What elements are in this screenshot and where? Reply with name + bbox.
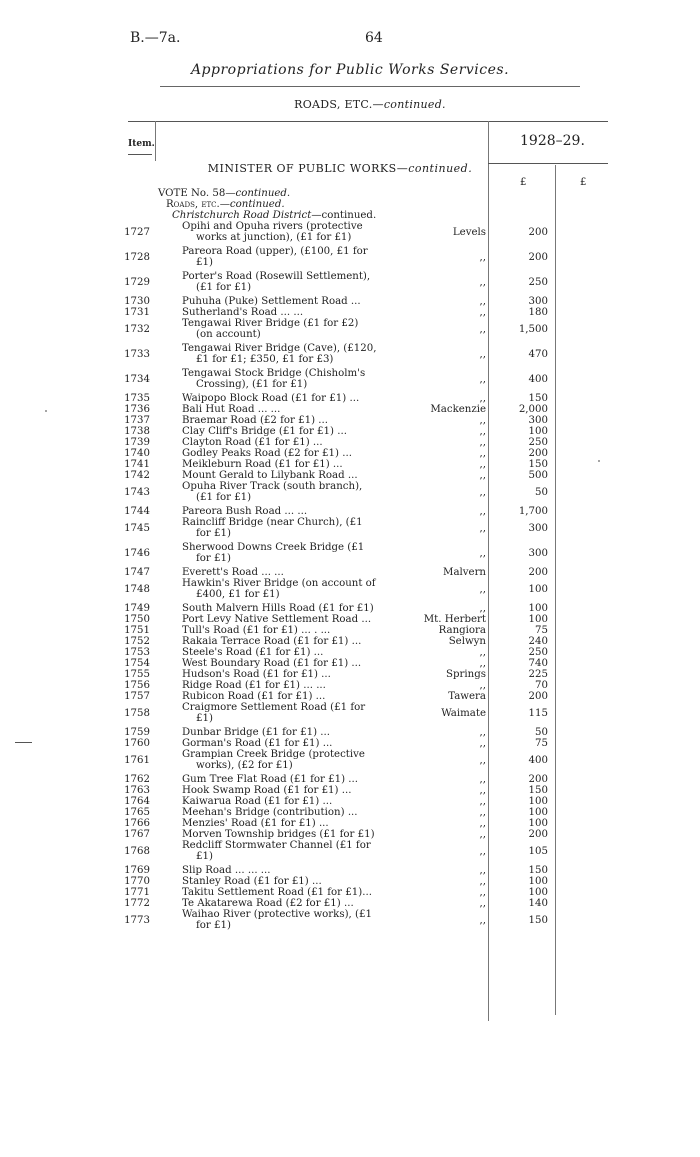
item-description bbox=[182, 246, 397, 268]
item-description-line: Rakaia Terrace Road (£1 for £1) ... bbox=[182, 636, 362, 647]
item-number: 1751 bbox=[124, 625, 150, 636]
amount: 225 bbox=[528, 669, 548, 680]
district-name: ,, bbox=[479, 876, 486, 887]
item-number: 1750 bbox=[124, 614, 150, 625]
item-description bbox=[182, 470, 397, 481]
item-description-line: Tengawai River Bridge (£1 for £2) bbox=[182, 318, 359, 329]
item-number: 1729 bbox=[124, 277, 150, 288]
item-description-continuation: £1) bbox=[196, 851, 213, 862]
item-number: 1727 bbox=[124, 227, 150, 238]
item-description-line: Ridge Road (£1 for £1) ... ... bbox=[182, 680, 326, 691]
amount: 250 bbox=[528, 437, 548, 448]
item-description-line: South Malvern Hills Road (£1 for £1) bbox=[182, 603, 374, 614]
amount: 2,000 bbox=[518, 404, 548, 415]
amount: 150 bbox=[528, 393, 548, 404]
district-name: ,, bbox=[479, 548, 486, 559]
item-description-line: Everett's Road ... ... bbox=[182, 567, 284, 578]
amount: 740 bbox=[528, 658, 548, 669]
amount: 300 bbox=[528, 548, 548, 559]
item-number: 1739 bbox=[124, 437, 150, 448]
item-number: 1757 bbox=[124, 691, 150, 702]
table-top-rule bbox=[128, 121, 608, 122]
item-number: 1744 bbox=[124, 506, 150, 517]
district-name: ,, bbox=[479, 647, 486, 658]
amount: 200 bbox=[528, 252, 548, 263]
district-name: ,, bbox=[479, 415, 486, 426]
item-description-line: Clayton Road (£1 for £1) ... bbox=[182, 437, 323, 448]
amount: 150 bbox=[528, 459, 548, 470]
district-label: Christchurch Road District bbox=[172, 210, 312, 221]
item-number: 1743 bbox=[124, 487, 150, 498]
item-description-line: Hawkin's River Bridge (on account of bbox=[182, 578, 376, 589]
item-description-line: Hudson's Road (£1 for £1) ... bbox=[182, 669, 331, 680]
item-number: 1733 bbox=[124, 349, 150, 360]
amount: 50 bbox=[535, 487, 548, 498]
item-number: 1761 bbox=[124, 755, 150, 766]
item-description bbox=[182, 221, 397, 243]
district-name: Springs bbox=[446, 669, 486, 680]
amount: 100 bbox=[528, 876, 548, 887]
district-name: ,, bbox=[479, 785, 486, 796]
item-description-line: Pareora Bush Road ... ... bbox=[182, 506, 308, 517]
item-description-line: Clay Cliff's Bridge (£1 for £1) ... bbox=[182, 426, 347, 437]
item-description-line: Braemar Road (£2 for £1) ... bbox=[182, 415, 329, 426]
district-name: ,, bbox=[479, 487, 486, 498]
amount: 100 bbox=[528, 584, 548, 595]
item-description-continuation: for £1) bbox=[196, 528, 231, 539]
item-number: 1737 bbox=[124, 415, 150, 426]
item-description bbox=[182, 404, 397, 415]
column-rule-amounts bbox=[488, 121, 489, 1021]
year-column-header: 1928–29. bbox=[520, 133, 585, 149]
amount: 300 bbox=[528, 296, 548, 307]
item-description-line: Opihi and Opuha rivers (protective bbox=[182, 221, 363, 232]
item-description-line: Gorman's Road (£1 for £1) ... bbox=[182, 738, 333, 749]
item-description bbox=[182, 865, 397, 876]
district-name: ,, bbox=[479, 296, 486, 307]
amount: 150 bbox=[528, 785, 548, 796]
item-number: 1759 bbox=[124, 727, 150, 738]
minister-heading bbox=[0, 162, 680, 175]
district-name: Tawera bbox=[448, 691, 486, 702]
item-number: 1769 bbox=[124, 865, 150, 876]
item-description-continuation: £1) bbox=[196, 257, 213, 268]
item-number: 1765 bbox=[124, 807, 150, 818]
amount: 470 bbox=[528, 349, 548, 360]
item-description bbox=[182, 796, 397, 807]
item-description bbox=[182, 625, 397, 636]
amount: 100 bbox=[528, 818, 548, 829]
item-number: 1766 bbox=[124, 818, 150, 829]
district-name: ,, bbox=[479, 459, 486, 470]
district-name: ,, bbox=[479, 277, 486, 288]
item-description-line: Sherwood Downs Creek Bridge (£1 bbox=[182, 542, 365, 553]
amount: 1,700 bbox=[518, 506, 548, 517]
district-name: ,, bbox=[479, 846, 486, 857]
item-description-continuation: for £1) bbox=[196, 920, 231, 931]
item-description bbox=[182, 898, 397, 909]
item-description-line: Raincliff Bridge (near Church), (£1 bbox=[182, 517, 363, 528]
item-number: 1740 bbox=[124, 448, 150, 459]
item-description bbox=[182, 669, 397, 680]
amount: 250 bbox=[528, 277, 548, 288]
district-name: Malvern bbox=[443, 567, 486, 578]
item-number: 1748 bbox=[124, 584, 150, 595]
district-name: ,, bbox=[479, 727, 486, 738]
item-description bbox=[182, 818, 397, 829]
amount: 100 bbox=[528, 614, 548, 625]
item-description-line: West Boundary Road (£1 for £1) ... bbox=[182, 658, 362, 669]
item-description bbox=[182, 517, 397, 539]
item-description-continuation: for £1) bbox=[196, 553, 231, 564]
district-name: ,, bbox=[479, 898, 486, 909]
amount: 200 bbox=[528, 691, 548, 702]
item-number: 1771 bbox=[124, 887, 150, 898]
district-name: Selwyn bbox=[448, 636, 486, 647]
amount: 100 bbox=[528, 796, 548, 807]
item-description bbox=[182, 829, 397, 840]
item-number: 1767 bbox=[124, 829, 150, 840]
district-name: ,, bbox=[479, 506, 486, 517]
item-description bbox=[182, 448, 397, 459]
margin-speck bbox=[598, 460, 600, 462]
item-number: 1755 bbox=[124, 669, 150, 680]
item-description bbox=[182, 368, 397, 390]
item-description bbox=[182, 702, 397, 724]
amount: 100 bbox=[528, 887, 548, 898]
item-number: 1735 bbox=[124, 393, 150, 404]
item-description bbox=[182, 307, 397, 318]
item-description-line: Dunbar Bridge (£1 for £1) ... bbox=[182, 727, 330, 738]
district-name: Rangiora bbox=[438, 625, 486, 636]
district-name: ,, bbox=[479, 829, 486, 840]
item-description-continuation: works), (£2 for £1) bbox=[196, 760, 293, 771]
item-number: 1734 bbox=[124, 374, 150, 385]
amount: 115 bbox=[528, 708, 548, 719]
amount: 75 bbox=[535, 738, 548, 749]
item-number: 1741 bbox=[124, 459, 150, 470]
amount: 100 bbox=[528, 603, 548, 614]
item-number: 1762 bbox=[124, 774, 150, 785]
item-description bbox=[182, 318, 397, 340]
district-name: ,, bbox=[479, 437, 486, 448]
item-description-continuation: (£1 for £1) bbox=[196, 282, 252, 293]
item-description bbox=[182, 578, 397, 600]
item-description-line: Te Akatarewa Road (£2 for £1) ... bbox=[182, 898, 354, 909]
item-description bbox=[182, 658, 397, 669]
item-description bbox=[182, 807, 397, 818]
item-description-line: Meikleburn Road (£1 for £1) ... bbox=[182, 459, 343, 470]
district-name: ,, bbox=[479, 807, 486, 818]
amount: 400 bbox=[528, 374, 548, 385]
item-description bbox=[182, 887, 397, 898]
item-description-continuation: £1 for £1; £350, £1 for £3) bbox=[196, 354, 334, 365]
item-description-continuation: Crossing), (£1 for £1) bbox=[196, 379, 308, 390]
margin-mark bbox=[15, 742, 32, 743]
item-description-line: Morven Township bridges (£1 for £1) bbox=[182, 829, 375, 840]
district-name: ,, bbox=[479, 393, 486, 404]
item-header-rule bbox=[128, 154, 152, 155]
item-description-continuation: £400, £1 for £1) bbox=[196, 589, 280, 600]
minister-name: MINISTER OF PUBLIC WORKS bbox=[207, 162, 397, 175]
item-description-continuation: (£1 for £1) bbox=[196, 492, 252, 503]
item-description bbox=[182, 459, 397, 470]
item-description bbox=[182, 691, 397, 702]
margin-speck bbox=[45, 410, 47, 412]
section-heading bbox=[0, 98, 700, 111]
item-description-line: Meehan's Bridge (contribution) ... bbox=[182, 807, 358, 818]
title-rule bbox=[160, 86, 580, 87]
amount: 1,500 bbox=[518, 324, 548, 335]
district-name: ,, bbox=[479, 865, 486, 876]
item-description bbox=[182, 774, 397, 785]
district-name: ,, bbox=[479, 603, 486, 614]
amount: 200 bbox=[528, 567, 548, 578]
vote-continued: —continued. bbox=[225, 188, 291, 199]
item-number: 1730 bbox=[124, 296, 150, 307]
item-description-line: Port Levy Native Settlement Road ... bbox=[182, 614, 372, 625]
amount: 105 bbox=[528, 846, 548, 857]
district-name: ,, bbox=[479, 738, 486, 749]
item-description-line: Redcliff Stormwater Channel (£1 for bbox=[182, 840, 371, 851]
item-description bbox=[182, 727, 397, 738]
district-name: ,, bbox=[479, 349, 486, 360]
item-description-line: Bali Hut Road ... ... bbox=[182, 404, 281, 415]
item-description-line: Craigmore Settlement Road (£1 for bbox=[182, 702, 366, 713]
item-description bbox=[182, 840, 397, 862]
item-description bbox=[182, 481, 397, 503]
roads-continued: —continued. bbox=[219, 199, 285, 210]
item-number: 1756 bbox=[124, 680, 150, 691]
amount: 300 bbox=[528, 415, 548, 426]
item-description bbox=[182, 567, 397, 578]
district-name: ,, bbox=[479, 426, 486, 437]
item-description bbox=[182, 785, 397, 796]
amount: 70 bbox=[535, 680, 548, 691]
amount: 200 bbox=[528, 774, 548, 785]
item-description-line: Tull's Road (£1 for £1) ... . ... bbox=[182, 625, 331, 636]
item-description-line: Stanley Road (£1 for £1) ... bbox=[182, 876, 322, 887]
vote-label: VOTE No. 58 bbox=[158, 188, 226, 199]
item-description-line: Gum Tree Flat Road (£1 for £1) ... bbox=[182, 774, 359, 785]
item-number: 1768 bbox=[124, 846, 150, 857]
page-number: 64 bbox=[365, 30, 383, 46]
item-description-line: Sutherland's Road ... ... bbox=[182, 307, 304, 318]
item-number: 1732 bbox=[124, 324, 150, 335]
item-number: 1758 bbox=[124, 708, 150, 719]
column-rule-item bbox=[155, 121, 156, 161]
section-continued: —continued. bbox=[372, 98, 446, 111]
roads-heading bbox=[166, 199, 285, 210]
item-description-line: Grampian Creek Bridge (protective bbox=[182, 749, 365, 760]
item-number: 1754 bbox=[124, 658, 150, 669]
item-column-header: Item. bbox=[128, 139, 155, 149]
item-description bbox=[182, 415, 397, 426]
amount: 150 bbox=[528, 865, 548, 876]
district-name: ,, bbox=[479, 680, 486, 691]
amount: 100 bbox=[528, 807, 548, 818]
item-number: 1731 bbox=[124, 307, 150, 318]
district-name: ,, bbox=[479, 755, 486, 766]
item-number: 1747 bbox=[124, 567, 150, 578]
item-description bbox=[182, 749, 397, 771]
amount: 200 bbox=[528, 227, 548, 238]
item-description-line: Takitu Settlement Road (£1 for £1)... bbox=[182, 887, 372, 898]
column-rule-amounts-inner bbox=[555, 165, 556, 1015]
item-description-line: Mount Gerald to Lilybank Road ... bbox=[182, 470, 358, 481]
item-description bbox=[182, 876, 397, 887]
district-name: ,, bbox=[479, 584, 486, 595]
item-number: 1772 bbox=[124, 898, 150, 909]
item-description-line: Rubicon Road (£1 for £1) ... bbox=[182, 691, 326, 702]
item-description bbox=[182, 647, 397, 658]
item-number: 1753 bbox=[124, 647, 150, 658]
district-name: ,, bbox=[479, 915, 486, 926]
item-description-line: Menzies' Road (£1 for £1) ... bbox=[182, 818, 329, 829]
item-description-line: Opuha River Track (south branch), bbox=[182, 481, 363, 492]
amount: 150 bbox=[528, 915, 548, 926]
item-description-line: Waihao River (protective works), (£1 bbox=[182, 909, 372, 920]
item-number: 1752 bbox=[124, 636, 150, 647]
district-name: Waimate bbox=[441, 708, 486, 719]
item-description bbox=[182, 680, 397, 691]
item-description-line: Puhuha (Puke) Settlement Road ... bbox=[182, 296, 361, 307]
district-name: Mt. Herbert bbox=[423, 614, 486, 625]
item-description-line: Kaiwarua Road (£1 for £1) ... bbox=[182, 796, 333, 807]
item-description-line: Godley Peaks Road (£2 for £1) ... bbox=[182, 448, 352, 459]
district-heading bbox=[172, 210, 376, 221]
amount: 400 bbox=[528, 755, 548, 766]
minister-continued: —continued. bbox=[396, 162, 473, 175]
district-continued: —continued. bbox=[311, 210, 377, 221]
amount: 200 bbox=[528, 448, 548, 459]
item-description-line: Pareora Road (upper), (£100, £1 for bbox=[182, 246, 368, 257]
item-description-continuation: works at junction), (£1 for £1) bbox=[196, 232, 352, 243]
item-description bbox=[182, 393, 397, 404]
item-description bbox=[182, 614, 397, 625]
item-description-line: Steele's Road (£1 for £1) ... bbox=[182, 647, 324, 658]
district-name: Mackenzie bbox=[430, 404, 486, 415]
district-name: ,, bbox=[479, 796, 486, 807]
item-description bbox=[182, 437, 397, 448]
item-number: 1764 bbox=[124, 796, 150, 807]
amount: 300 bbox=[528, 523, 548, 534]
vote-heading bbox=[158, 188, 290, 199]
district-name: ,, bbox=[479, 374, 486, 385]
amount: 500 bbox=[528, 470, 548, 481]
item-description bbox=[182, 909, 397, 931]
item-description bbox=[182, 271, 397, 293]
amount: 75 bbox=[535, 625, 548, 636]
item-number: 1760 bbox=[124, 738, 150, 749]
district-name: ,, bbox=[479, 887, 486, 898]
item-number: 1770 bbox=[124, 876, 150, 887]
district-name: ,, bbox=[479, 307, 486, 318]
item-number: 1728 bbox=[124, 252, 150, 263]
amount: 180 bbox=[528, 307, 548, 318]
item-number: 1736 bbox=[124, 404, 150, 415]
district-name: ,, bbox=[479, 658, 486, 669]
district-name: Levels bbox=[452, 227, 486, 238]
item-description bbox=[182, 542, 397, 564]
pound-symbol-2: £ bbox=[580, 177, 587, 188]
item-number: 1746 bbox=[124, 548, 150, 559]
section-label: ROADS, ETC. bbox=[294, 98, 373, 111]
item-number: 1749 bbox=[124, 603, 150, 614]
item-description bbox=[182, 506, 397, 517]
item-description bbox=[182, 296, 397, 307]
item-description bbox=[182, 343, 397, 365]
item-description-line: Hook Swamp Road (£1 for £1) ... bbox=[182, 785, 352, 796]
item-number: 1738 bbox=[124, 426, 150, 437]
district-name: ,, bbox=[479, 470, 486, 481]
roads-label: Roads, etc. bbox=[166, 199, 220, 210]
item-description bbox=[182, 738, 397, 749]
item-number: 1742 bbox=[124, 470, 150, 481]
item-description-continuation: £1) bbox=[196, 713, 213, 724]
item-description bbox=[182, 426, 397, 437]
district-name: ,, bbox=[479, 523, 486, 534]
item-description-line: Slip Road ... ... ... bbox=[182, 865, 271, 876]
district-name: ,, bbox=[479, 774, 486, 785]
item-number: 1773 bbox=[124, 915, 150, 926]
item-description-line: Waipopo Block Road (£1 for £1) ... bbox=[182, 393, 360, 404]
district-name: ,, bbox=[479, 448, 486, 459]
item-description-continuation: (on account) bbox=[196, 329, 261, 340]
item-description-line: Tengawai Stock Bridge (Chisholm's bbox=[182, 368, 366, 379]
district-name: ,, bbox=[479, 324, 486, 335]
amount: 240 bbox=[528, 636, 548, 647]
page-title: Appropriations for Public Works Services. bbox=[190, 62, 510, 78]
item-number: 1745 bbox=[124, 523, 150, 534]
amount: 250 bbox=[528, 647, 548, 658]
item-description-line: Porter's Road (Rosewill Settlement), bbox=[182, 271, 371, 282]
item-number: 1763 bbox=[124, 785, 150, 796]
item-description bbox=[182, 603, 397, 614]
district-name: ,, bbox=[479, 818, 486, 829]
amount: 200 bbox=[528, 829, 548, 840]
item-description bbox=[182, 636, 397, 647]
amount: 50 bbox=[535, 727, 548, 738]
amount: 140 bbox=[528, 898, 548, 909]
item-description-line: Tengawai River Bridge (Cave), (£120, bbox=[182, 343, 377, 354]
amount: 100 bbox=[528, 426, 548, 437]
district-name: ,, bbox=[479, 252, 486, 263]
document-reference: B.—7a. bbox=[130, 30, 181, 46]
pound-symbol-1: £ bbox=[520, 177, 527, 188]
